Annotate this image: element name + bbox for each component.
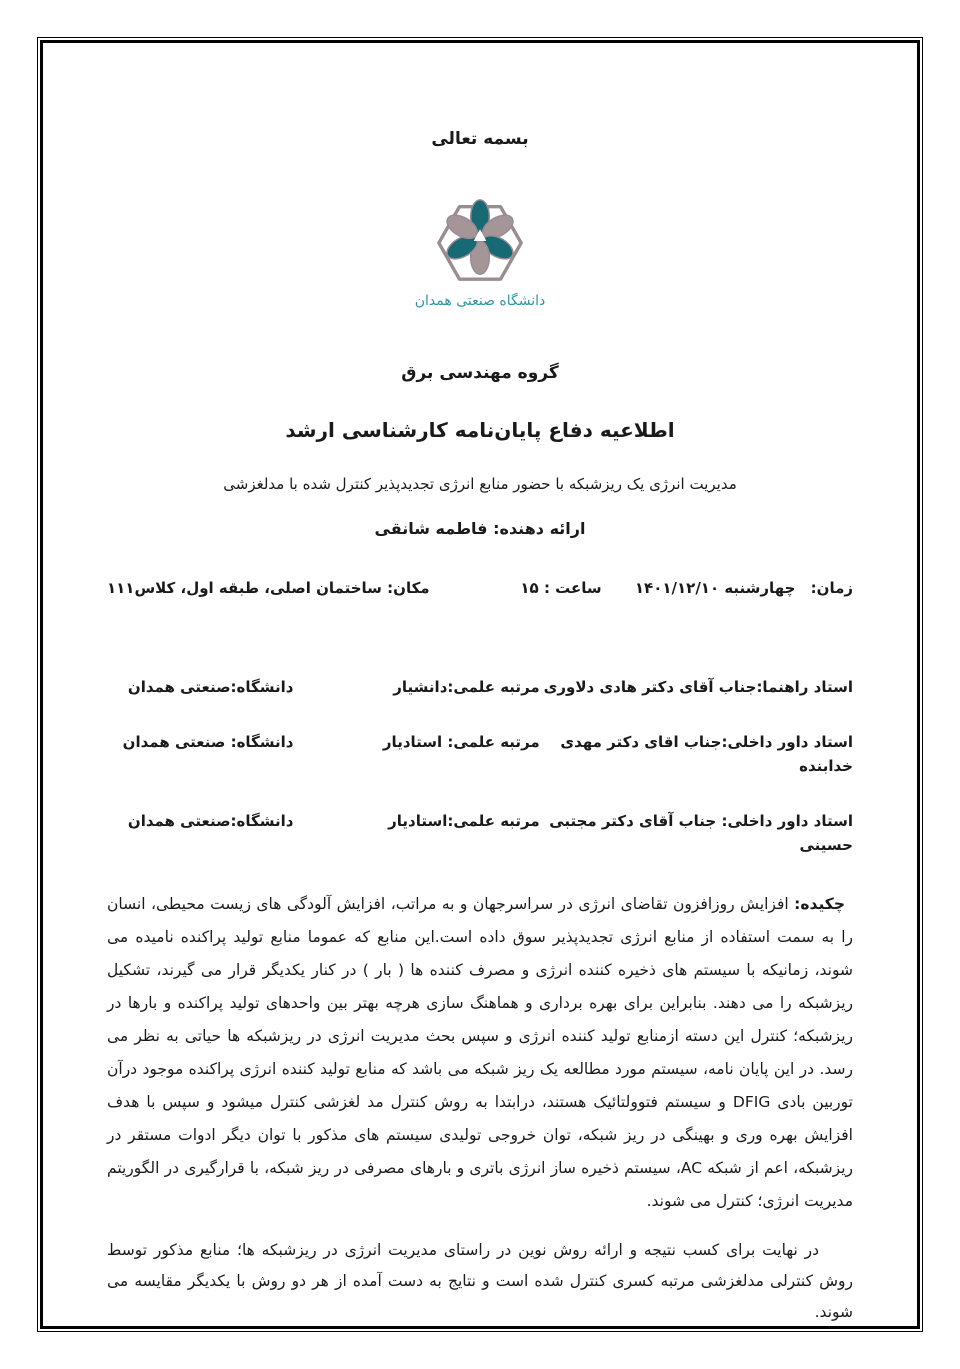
thesis-title: مدیریت انرژی یک ریزشبکه با حضور منابع انرژی تجدیدپذیر کنترل شده با مدلغزشی <box>223 475 737 493</box>
committee-rank: مرتبه علمی: استادیار <box>382 733 540 751</box>
abstract-paragraph <box>107 888 853 1218</box>
committee-section <box>107 675 853 857</box>
schedule-row <box>107 575 853 601</box>
committee-rank: مرتبه علمی:دانشیار <box>393 678 540 696</box>
department-title: گروه مهندسی برق <box>401 363 559 383</box>
university-name-caption: دانشگاه صنعتی همدان <box>414 293 546 309</box>
closing-paragraph: در نهایت برای کسب نتیجه و ارائه روش نوین در راستای مدیریت انرژی در ریزشبکه ها؛ منابع مذکور توسط روش کنترلی مدلغزشی مرتبه کسری کنترل شده است و نتایج به دست آمده از هر دو روش با یکدیگر مقایسه می شوند. <box>107 1241 853 1321</box>
committee-university: دانشگاه:صنعتی همدان <box>127 812 294 830</box>
time-label: زمان: <box>810 579 853 597</box>
university-logo-block <box>107 193 853 311</box>
location-value: مکان: ساختمان اصلی، طبقه اول، کلاس۱۱۱ <box>107 579 430 597</box>
hour-value: ساعت : ۱۵ <box>520 579 602 597</box>
committee-role: استاد راهنما:جناب آقای دکتر هادی دلاوری <box>543 678 853 696</box>
abstract-label: چکیده: <box>794 895 845 913</box>
document-content <box>43 43 917 1326</box>
bismillah-text: بسمه تعالی <box>431 129 529 149</box>
committee-row <box>107 675 853 699</box>
committee-rank: مرتبه علمی:استادیار <box>388 812 540 830</box>
presenter-line: ارائه دهنده: فاطمه شانقی <box>374 519 586 538</box>
committee-university: دانشگاه: صنعتی همدان <box>122 733 294 751</box>
committee-university: دانشگاه:صنعتی همدان <box>127 678 294 696</box>
committee-role: استاد داور داخلی: جناب آقای دکتر مجتبی حسینی <box>549 812 853 854</box>
schedule-time <box>520 575 853 601</box>
committee-role: استاد داور داخلی:جناب اقای دکتر مهدی خدابنده <box>560 733 853 775</box>
university-logo-flower-icon <box>431 193 529 287</box>
abstract-text: افزایش روزافزون تقاضای انرژی در سراسرجهان و به مراتب، افزایش آلودگی های زیست محیطی، انسان را به سمت استفاده از منابع انرژی تجدیدپذیر سوق داده است.این منابع که عموما منابع تولید پراکنده نامیده می شوند، زمانیکه با سیستم های ذخیره کننده انرژی و مصرف کننده ها ( بار ) در کنار یکدیگر قرار می گیرند، تشکیل ریزشبکه را می دهند. بنابراین برای بهره برداری و هماهنگ سازی هرچه بهتر بین واحدهای تولید پراکنده و بارها در ریزشبکه؛ کنترل این دسته ازمنابع تولید کننده انرژی و سپس بحث مدیریت انرژی در ریزشبکه ها حیاتی به نظر می رسد. در این پایان نامه، سیستم مورد مطالعه یک ریز شبکه می باشد که منابع تولید کننده انرژی پراکنده موجود درآن توربین بادی DFIG و سیستم فتوولتائیک هستند، درابتدا به روش کنترل مد لغزشی کنترل میشود و سپس با هدف افزایش بهره وری و بهینگی در ریز شبکه، توان خروجی تولیدی سیستم های مذکور با توان دیگر ادوات مستقر در ریزشبکه، اعم از شبکه AC، سیستم ذخیره ساز انرژی باتری و بارهای مصرفی در ریز شبکه، با قرارگیری در الگوریتم مدیریت انرژی؛ کنترل می شوند. <box>107 895 853 1210</box>
committee-row <box>107 730 853 778</box>
committee-row <box>107 809 853 857</box>
date-value: چهارشنبه ۱۴۰۱/۱۲/۱۰ <box>634 579 796 597</box>
defense-announcement-title: اطلاعیه دفاع پایان‌نامه کارشناسی ارشد <box>285 418 675 442</box>
